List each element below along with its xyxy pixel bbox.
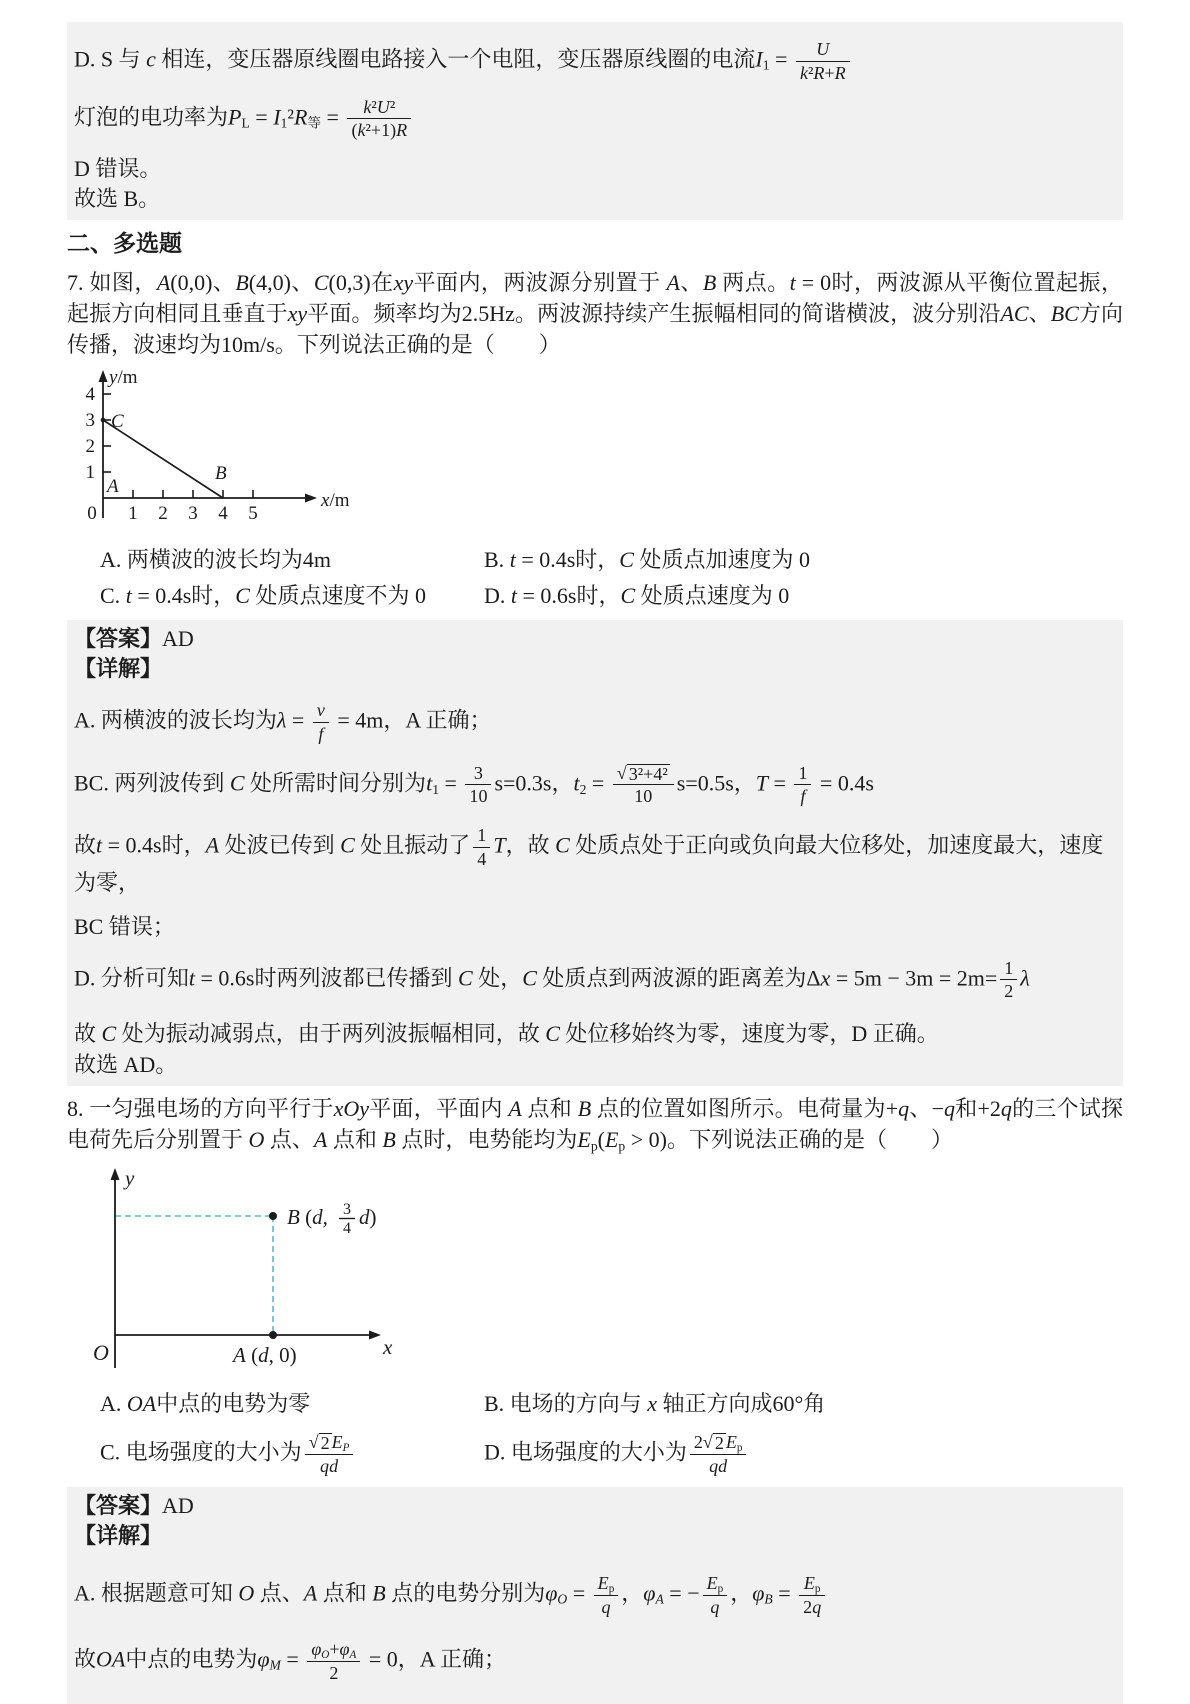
document-content — [0, 22, 1190, 1704]
q7-y-tick-label: 2 — [85, 436, 95, 457]
q7-point-c-label: C — [111, 411, 124, 432]
q7-explain-bc: BC. 两列波传到 C 处所需时间分别为$t_1$ = $\frac{3}{10}$ s=0.3s，$t_2$ = √ 3²+4² 10 s=0.5s，T = $\frac{1}{f}$ = 0.4s — [74, 762, 874, 807]
q8-point-a-dot — [269, 1331, 277, 1339]
q8-b-frac-denominator: 4 — [343, 1220, 351, 1238]
document-page — [0, 22, 1190, 1684]
q7-answer-block — [67, 620, 1123, 1086]
q7-option-d: D. t = 0.6s时，C 处质点速度为 0 — [484, 583, 790, 608]
q8-point-b-dot — [269, 1212, 277, 1220]
q8-origin-label: O — [93, 1340, 109, 1366]
q7-option-b: B. t = 0.4s时，C 处质点加速度为 0 — [484, 547, 810, 572]
q7-explain-d2: 故 C 处为振动减弱点，由于两列波振幅相同，故 C 处位移始终为零，速度为零，D 正确。 — [74, 1021, 939, 1047]
q7-figure — [73, 366, 1123, 540]
q7-y-tick-label: 4 — [85, 384, 95, 405]
q7-point-c-dot — [101, 418, 106, 423]
q8-option-d: D. 电场强度的大小为 2 √ 2 $E_p$ qd — [484, 1432, 749, 1477]
q7-x-axis-arrow-icon — [305, 494, 317, 503]
q7-y-axis-arrow-icon — [99, 370, 108, 382]
q8-detail-label: 【详解】 — [74, 1522, 163, 1548]
q8-point-b-label: B (d, — [287, 1205, 328, 1230]
q8-y-axis-label: y — [125, 1166, 135, 1191]
q7-y-axis-label: y/m — [109, 367, 138, 388]
q7-x-tick-label: 5 — [248, 503, 258, 524]
q7-x-tick-label: 1 — [128, 503, 138, 524]
q8-x-axis-label: x — [383, 1335, 393, 1360]
q7-conclusion: 故选 AD。 — [74, 1052, 178, 1078]
q8-option-c: C. 电场强度的大小为 √ 2 $E_P$ qd — [100, 1432, 484, 1477]
q8-answer-label: 【答案】AD — [74, 1492, 194, 1518]
q7-y-tick-label: 1 — [85, 462, 95, 483]
q8-option-a: A. OA中点的电势为零 — [100, 1391, 311, 1417]
q8-point-a-label: A (d, 0) — [233, 1343, 297, 1368]
q7-option-row-1 — [67, 542, 1123, 578]
q7-option-row-2 — [67, 578, 1123, 614]
q6-conclusion-text: 故选 B。 — [74, 186, 161, 211]
q8-x-axis-arrow-icon — [369, 1331, 381, 1340]
q8-explain-a2: 故OA中点的电势为$\varphi_M$ = $\frac{\varphi_O+\varphi_A}{2}$ = 0，A 正确； — [74, 1639, 506, 1684]
q8-option-b: B. 电场的方向与 x 轴正方向成60°角 — [484, 1391, 826, 1417]
q6-power-formula: 灯泡的电功率为$P_L = I_1^2R_等$ = $\frac{\text{k²U²}}{\text{(k²+1)R}}$ — [74, 97, 1115, 142]
q7-point-a-label: A — [107, 476, 119, 497]
q7-option-a: A. 两横波的波长均为4m — [100, 547, 332, 572]
q8-b-frac-numerator: 3 — [343, 1201, 351, 1219]
q7-x-axis-label: x/m — [321, 490, 350, 511]
q7-explain-d: D. 分析可知t = 0.6s时两列波都已传播到 C 处，C 处质点到两波源的距离差为Δx = 5m − 3m = 2m= $\frac{1}{2}$ λ — [74, 957, 1030, 1002]
q7-x-tick-label: 3 — [188, 503, 198, 524]
q7-point-b-label: B — [215, 463, 227, 484]
q6-d-wrong-text: D 错误。 — [74, 156, 162, 181]
q8-explain-a: A. 根据题意可知 O 点、A 点和 B 点的电势分别为$\varphi_O$ = $\frac{E_p}{q}$ ，$\varphi_A$ = − $\frac{E_p}{q}$ ，$\varphi_B$ = $\frac{E_p}{2q}$ — [74, 1573, 1115, 1618]
q7-explain-a: A. 两横波的波长均为λ = $\frac{v}{f}$ = 4m，A 正确； — [74, 700, 492, 744]
section-heading: 二、多选题 — [67, 231, 182, 256]
q6-answer-block — [67, 22, 1123, 220]
q7-x-tick-label: 2 — [158, 503, 168, 524]
q8-answer-block — [67, 1487, 1123, 1704]
q7-y-tick-label: 3 — [85, 410, 95, 431]
q8-option-row-2 — [67, 1432, 1123, 1477]
q7-figure-svg — [73, 366, 403, 534]
q8-figure-svg — [75, 1163, 405, 1376]
q8-options — [67, 1386, 1123, 1477]
q7-x-tick-label: 4 — [218, 503, 228, 524]
q8-figure — [75, 1163, 1123, 1382]
q7-answer-label: 【答案】AD — [74, 626, 194, 651]
q8-y-axis-arrow-icon — [111, 1168, 120, 1180]
q7-explain-bc3: BC 错误； — [74, 913, 175, 939]
q7-stem: 7. 如图，A(0,0)、B(4,0)、C(0,3)在xy平面内，两波源分别置于 A、B 两点。t = 0时，两波源从平衡位置起振，起振方向相同且垂直于xy平面。频率均为2.5Hz。两波源持续产生振幅相同的简谐横波，波分别沿AC、BC方向传播，波速均为10m/s。下列说法正确的是（ ） — [67, 270, 1123, 357]
q7-option-c: C. t = 0.4s时，C 处质点速度不为 0 — [100, 583, 426, 608]
q7-options — [67, 542, 1123, 614]
q7-origin-label: 0 — [87, 503, 97, 524]
q7-explain-bc2: 故t = 0.4s时，A 处波已传到 C 处且振动了 $\frac{1}{4}$ T，故 C 处质点处于正向或负向最大位移处，加速度最大，速度为零， — [74, 825, 1104, 895]
q8-point-b-label-end: d) — [359, 1205, 377, 1230]
q8-stem: 8. 一匀强电场的方向平行于xOy平面，平面内 A 点和 B 点的位置如图所示。电荷量为+q、−q和+2q的三个试探电荷先后分别置于 O 点、A 点和 B 点时，电势能均为$E_p(E_p > 0)$。下列说法正确的是（ ） — [67, 1096, 1123, 1154]
q7-detail-label: 【详解】 — [74, 656, 163, 681]
q8-option-row-1 — [67, 1386, 1123, 1422]
q6-option-d-analysis: D. S 与 c 相连，变压器原线圈电路接入一个电阻，变压器原线圈的电流$I_1$ = $\frac{U}{\text{k²R+R}}$ — [74, 39, 1115, 84]
